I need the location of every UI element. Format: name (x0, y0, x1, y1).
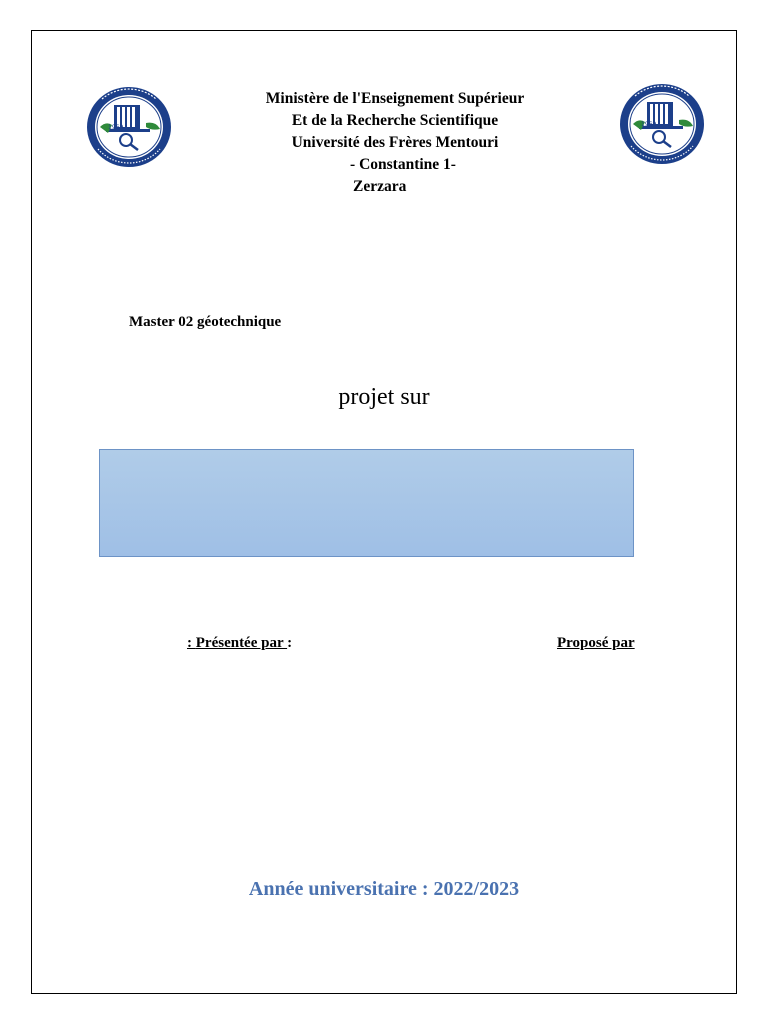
header-campus: Zerzara (353, 178, 407, 195)
university-seal-right (617, 82, 707, 166)
header-research: Et de la Recherche Scientifique (291, 112, 499, 129)
header-city: - Constantine 1- (350, 156, 456, 173)
presented-by-label (187, 635, 292, 652)
header-university: Université des Frères Mentouri (291, 134, 499, 151)
svg-text:1969: 1969 (108, 124, 124, 131)
svg-text:1969: 1969 (641, 121, 657, 128)
presented-by-prefix: : (187, 635, 196, 651)
master-program: Master 02 géotechnique (129, 314, 282, 330)
project-title-box (99, 449, 634, 557)
proposed-by-label: Proposé par (557, 635, 635, 651)
university-seal-left (84, 85, 174, 169)
academic-year: Année universitaire : 2022/2023 (248, 878, 520, 900)
header-ministry: Ministère de l'Enseignement Supérieur (265, 90, 525, 107)
presented-by-colon: : (287, 635, 293, 651)
project-heading: projet sur (338, 384, 430, 410)
institution-header (200, 88, 590, 198)
presented-by-text: Présentée par (195, 635, 288, 651)
